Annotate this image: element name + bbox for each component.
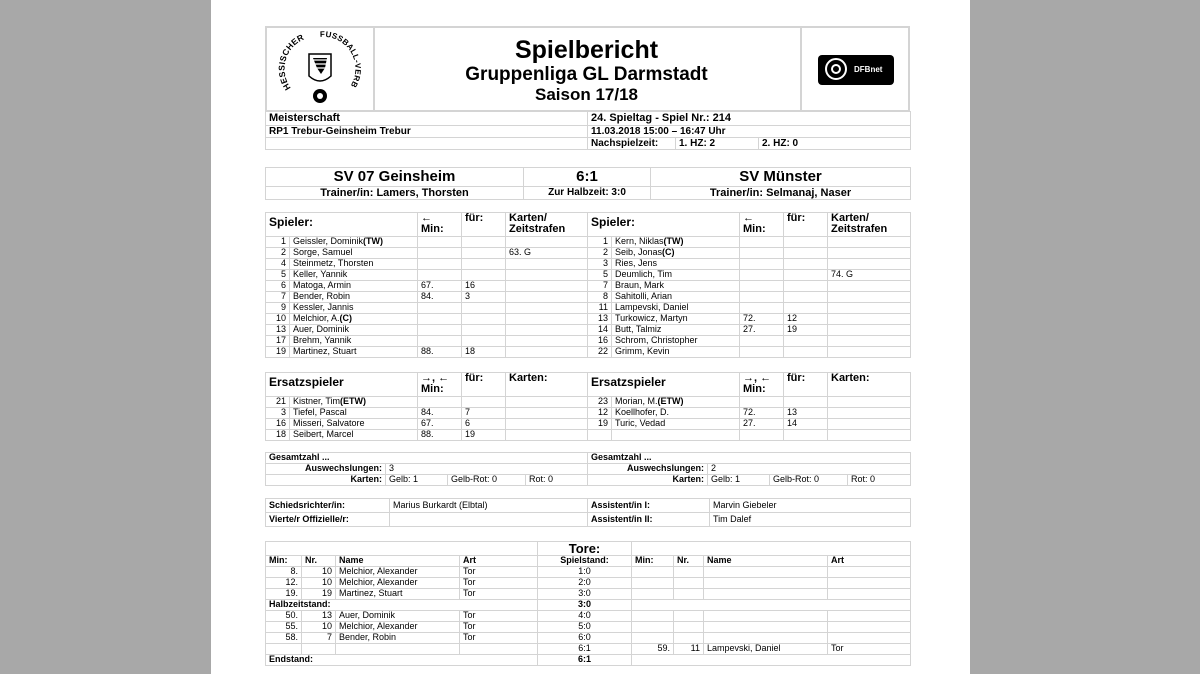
sub-for: [462, 237, 506, 248]
endstand-row-label: Endstand:: [266, 655, 538, 666]
sub-minute: 72.: [740, 314, 784, 325]
away-subs: Ersatzspieler →, ← Min: für: Karten: 23 Morian, M.(ETW) 12 Koellhofer, D. 72. 13 19 Turic, Vedad 27. 14: [587, 372, 910, 441]
away-trainer: Trainer/in: Selmanaj, Naser: [651, 187, 911, 200]
player-number: 10: [266, 314, 290, 325]
away-goal-scorer: Lampevski, Daniel: [704, 644, 828, 655]
player-number: 16: [266, 419, 290, 430]
sub-minute: [740, 336, 784, 347]
sub-minute: [740, 292, 784, 303]
sub-minute: 27.: [740, 419, 784, 430]
player-row: [266, 281, 588, 292]
sub-minute: [740, 430, 784, 441]
goal-minute: 58.: [266, 633, 302, 644]
player-name: Steinmetz, Thorsten: [290, 259, 418, 270]
halftime-score: Zur Halbzeit: 3:0: [524, 187, 651, 200]
goal-number: 10: [302, 622, 336, 633]
cards: [828, 314, 911, 325]
sub-for: [784, 281, 828, 292]
goal-number: 10: [302, 578, 336, 589]
player-row: [266, 419, 588, 430]
player-number: 23: [588, 397, 612, 408]
away-goal-type: [828, 578, 911, 589]
goal-score: 4:0: [538, 611, 632, 622]
player-row: [266, 397, 588, 408]
subs-header: Ersatzspieler: [588, 373, 740, 397]
sub-minute: [740, 397, 784, 408]
away-goal-minute: [632, 622, 674, 633]
endstand-row: [266, 655, 911, 666]
away-substitutions-count: 2: [708, 464, 911, 475]
sub-minute: [740, 237, 784, 248]
report-title: Spielbericht: [514, 36, 659, 64]
sub-for: [462, 259, 506, 270]
player-name: Turic, Vedad: [612, 419, 740, 430]
player-number: 19: [266, 347, 290, 358]
player-number: 3: [266, 408, 290, 419]
sub-for: 16: [462, 281, 506, 292]
player-name: Seib, Jonas(C): [612, 248, 740, 259]
sub-for: [784, 303, 828, 314]
home-substitutions-count: 3: [386, 464, 588, 475]
player-number: 21: [266, 397, 290, 408]
matchday: 24. Spieltag - Spiel Nr.: 214: [588, 112, 911, 126]
sub-minute: [740, 303, 784, 314]
sub-for: [784, 336, 828, 347]
cards: [506, 397, 588, 408]
player-number: 8: [588, 292, 612, 303]
player-row: [588, 347, 911, 358]
dfbnet-logo: DFBnet: [800, 28, 910, 110]
cards: [506, 237, 588, 248]
player-row: [588, 237, 911, 248]
sub-minute: [418, 336, 462, 347]
sub-for: [784, 248, 828, 259]
away-goal-type: [828, 633, 911, 644]
player-name: Kern, Niklas(TW): [612, 237, 740, 248]
player-name: Sorge, Samuel: [290, 248, 418, 259]
sub-minute: [418, 270, 462, 281]
goals-title: Tore:: [538, 542, 632, 556]
goal-type: Tor: [460, 633, 538, 644]
player-number: 11: [588, 303, 612, 314]
player-row: [266, 303, 588, 314]
player-name: Bender, Robin: [290, 292, 418, 303]
home-subs: Ersatzspieler →, ← Min: für: Karten: 21 Kistner, Tim(ETW) 3 Tiefel, Pascal 84. 7 16 Misseri, Salvatore 67. 6 18 Seibert, Marcel 88. 19: [265, 372, 587, 441]
away-goal-minute: [632, 578, 674, 589]
player-number: 1: [266, 237, 290, 248]
goal-type: Tor: [460, 589, 538, 600]
sub-minute: 84.: [418, 292, 462, 303]
players-header: Spieler:: [588, 213, 740, 237]
player-number: 19: [588, 419, 612, 430]
sub-for: [784, 397, 828, 408]
subs-header: Ersatzspieler: [266, 373, 418, 397]
player-number: 14: [588, 325, 612, 336]
player-number: 22: [588, 347, 612, 358]
sub-minute: 67.: [418, 419, 462, 430]
goal-minute: 50.: [266, 611, 302, 622]
cards: [506, 292, 588, 303]
sub-minute: [418, 259, 462, 270]
player-name: Martinez, Stuart: [290, 347, 418, 358]
player-name: Kistner, Tim(ETW): [290, 397, 418, 408]
lion-icon: [309, 54, 331, 81]
sub-minute: [740, 281, 784, 292]
cards: [506, 270, 588, 281]
goal-number: 7: [302, 633, 336, 644]
sub-minute: 27.: [740, 325, 784, 336]
sub-for: 19: [784, 325, 828, 336]
sub-for: [784, 259, 828, 270]
sub-minute: [740, 259, 784, 270]
cards: [828, 292, 911, 303]
sub-minute: 88.: [418, 347, 462, 358]
player-name: Braun, Mark: [612, 281, 740, 292]
goal-row: [266, 644, 911, 655]
player-name: Seibert, Marcel: [290, 430, 418, 441]
player-name: Geissler, Dominik(TW): [290, 237, 418, 248]
sub-minute: 67.: [418, 281, 462, 292]
player-number: 7: [588, 281, 612, 292]
cards: [828, 397, 911, 408]
player-number: 5: [588, 270, 612, 281]
player-row: [266, 248, 588, 259]
player-row: [266, 270, 588, 281]
cards: 63. G: [506, 248, 588, 259]
goal-type: Tor: [460, 622, 538, 633]
sub-for: 12: [784, 314, 828, 325]
goal-row: [266, 622, 911, 633]
player-row: [588, 281, 911, 292]
goal-scorer: Melchior, Alexander: [336, 578, 460, 589]
endstand-row-score: 6:1: [538, 655, 632, 666]
goal-type: [460, 644, 538, 655]
sub-minute: [418, 248, 462, 259]
assistant-1: Marvin Giebeler: [710, 499, 911, 513]
away-team-name: SV Münster: [651, 168, 911, 187]
away-goal-scorer: [704, 611, 828, 622]
player-number: [588, 430, 612, 441]
sub-for: [784, 430, 828, 441]
player-number: 5: [266, 270, 290, 281]
goals-section: Tore: Min: Nr. Name Art Spielstand: Min: Nr. Name Art 8. 10 Melchior, Alexander Tor 1:0 12. 10 Melchior, Alexander Tor 2:0 19. 19 Martinez, Stuart Tor 3:0 Halbzeitstand: 3:0 50. 13 Auer, Dominik Tor 4:0 55. 10 Melchior, Alexander Tor 5:0 58. 7 Bender, Robin Tor 6:0 6:1 59. 11 Lampevski, Daniel Tor Endstand: 6:1: [265, 541, 910, 666]
goal-row: [266, 589, 911, 600]
player-number: 13: [266, 325, 290, 336]
hfv-logo: [267, 28, 375, 110]
away-goal-minute: [632, 611, 674, 622]
player-row: [588, 303, 911, 314]
goal-score: 6:0: [538, 633, 632, 644]
player-row: [588, 397, 911, 408]
cards: [828, 237, 911, 248]
players-header: Spieler:: [266, 213, 418, 237]
player-number: 12: [588, 408, 612, 419]
goal-type: Tor: [460, 567, 538, 578]
player-number: 2: [266, 248, 290, 259]
player-name: Turkowicz, Martyn: [612, 314, 740, 325]
sub-minute: 84.: [418, 408, 462, 419]
goal-score: 5:0: [538, 622, 632, 633]
sub-minute: [740, 270, 784, 281]
player-number: 18: [266, 430, 290, 441]
nachspielzeit-hz2: 2. HZ: 0: [759, 138, 911, 150]
player-row: [588, 314, 911, 325]
player-name: Melchior, A.(C): [290, 314, 418, 325]
sub-minute: [418, 237, 462, 248]
cards: [828, 419, 911, 430]
away-goal-scorer: [704, 622, 828, 633]
home-team-name: SV 07 Geinsheim: [266, 168, 524, 187]
cards: [828, 325, 911, 336]
goal-minute: 55.: [266, 622, 302, 633]
player-name: Koellhofer, D.: [612, 408, 740, 419]
cards: [828, 248, 911, 259]
player-row: [266, 259, 588, 270]
player-name: Misseri, Salvatore: [290, 419, 418, 430]
sub-for: 7: [462, 408, 506, 419]
player-row: [588, 430, 911, 441]
player-row: [266, 314, 588, 325]
goal-number: 13: [302, 611, 336, 622]
match-datetime: 11.03.2018 15:00 – 16:47 Uhr: [588, 126, 911, 138]
cards: 74. G: [828, 270, 911, 281]
cards: [506, 325, 588, 336]
match-info: [265, 111, 911, 150]
cards: [828, 303, 911, 314]
player-row: [588, 270, 911, 281]
player-number: 17: [266, 336, 290, 347]
away-lineup: Spieler: ← Min: für: Karten/ Zeitstrafen 1 Kern, Niklas(TW) 2 Seib, Jonas(C) 3 Ries, Jens 5 Deumlich, Tim 74. G 7 Braun, Mark 8 Sahitolli, Arian 11 Lampevski, Daniel 13 Turkowicz, Martyn 72. 12 14 Butt, Talmiz 27. 19 16 Schrom, Christopher 22 Grimm, Kevin: [587, 212, 910, 358]
away-goal-number: [674, 589, 704, 600]
nachspielzeit-label: Nachspielzeit:: [588, 138, 676, 150]
player-name: [612, 430, 740, 441]
player-number: 9: [266, 303, 290, 314]
away-goal-scorer: [704, 633, 828, 644]
svg-text:FUSSBALL-VERBAND: FUSSBALL-VERB: [319, 29, 363, 90]
goal-scorer: Auer, Dominik: [336, 611, 460, 622]
sub-minute: [418, 325, 462, 336]
player-number: 2: [588, 248, 612, 259]
cards: [506, 259, 588, 270]
sub-for: [462, 314, 506, 325]
away-goal-number: [674, 578, 704, 589]
cards: [506, 336, 588, 347]
goal-minute: 19.: [266, 589, 302, 600]
cards: [506, 430, 588, 441]
away-goal-minute: [632, 589, 674, 600]
sub-for: 6: [462, 419, 506, 430]
player-row: [266, 237, 588, 248]
sub-minute: [418, 397, 462, 408]
player-name: Schrom, Christopher: [612, 336, 740, 347]
cards: [506, 408, 588, 419]
svg-text:HESSISCHER: HESSISCHER: [276, 31, 306, 93]
goal-scorer: Martinez, Stuart: [336, 589, 460, 600]
goal-type: Tor: [460, 578, 538, 589]
cards: [828, 336, 911, 347]
away-goal-type: [828, 589, 911, 600]
assistant-2: Tim Dalef: [710, 513, 911, 527]
goal-scorer: [336, 644, 460, 655]
player-name: Tiefel, Pascal: [290, 408, 418, 419]
player-name: Auer, Dominik: [290, 325, 418, 336]
player-name: Keller, Yannik: [290, 270, 418, 281]
player-name: Butt, Talmiz: [612, 325, 740, 336]
player-name: Sahitolli, Arian: [612, 292, 740, 303]
away-goal-number: 11: [674, 644, 704, 655]
away-goal-type: Tor: [828, 644, 911, 655]
away-goal-type: [828, 567, 911, 578]
sub-for: 19: [462, 430, 506, 441]
player-number: 13: [588, 314, 612, 325]
goal-row: [266, 578, 911, 589]
away-goal-scorer: [704, 589, 828, 600]
goal-minute: [266, 644, 302, 655]
sub-for: 3: [462, 292, 506, 303]
player-row: [588, 336, 911, 347]
goal-scorer: Melchior, Alexander: [336, 567, 460, 578]
player-name: Ries, Jens: [612, 259, 740, 270]
home-totals: Gesamtzahl ... Auswechslungen: 3 Karten: Gelb: 1 Gelb-Rot: 0 Rot: 0: [265, 452, 588, 486]
player-row: [588, 292, 911, 303]
season: Saison 17/18: [534, 85, 638, 104]
player-row: [266, 408, 588, 419]
player-name: Morian, M.(ETW): [612, 397, 740, 408]
sub-minute: [418, 314, 462, 325]
away-goal-number: [674, 611, 704, 622]
goal-number: 10: [302, 567, 336, 578]
away-goal-type: [828, 622, 911, 633]
sub-minute: [740, 347, 784, 358]
goal-score: 2:0: [538, 578, 632, 589]
sub-for: [462, 336, 506, 347]
away-goal-minute: [632, 567, 674, 578]
sub-minute: [418, 303, 462, 314]
player-number: 6: [266, 281, 290, 292]
goal-row: [266, 611, 911, 622]
player-row: [266, 347, 588, 358]
away-goal-minute: [632, 633, 674, 644]
goal-minute: 12.: [266, 578, 302, 589]
goal-minute: 8.: [266, 567, 302, 578]
sub-for: [784, 237, 828, 248]
player-row: [588, 259, 911, 270]
cards: [828, 281, 911, 292]
away-goal-number: [674, 633, 704, 644]
player-number: 3: [588, 259, 612, 270]
halftime-row: [266, 600, 911, 611]
player-row: [588, 325, 911, 336]
sub-for: [462, 270, 506, 281]
player-row: [588, 408, 911, 419]
cards: [506, 419, 588, 430]
player-name: Kessler, Jannis: [290, 303, 418, 314]
player-name: Matoga, Armin: [290, 281, 418, 292]
player-name: Lampevski, Daniel: [612, 303, 740, 314]
player-number: 4: [266, 259, 290, 270]
player-number: 7: [266, 292, 290, 303]
player-row: [588, 248, 911, 259]
goal-score: 6:1: [538, 644, 632, 655]
player-row: [266, 430, 588, 441]
match-report-page: [211, 0, 970, 674]
away-goal-type: [828, 611, 911, 622]
cards: [506, 303, 588, 314]
away-goal-minute: 59.: [632, 644, 674, 655]
sub-for: [784, 292, 828, 303]
league-name: Gruppenliga GL Darmstadt: [465, 64, 708, 85]
away-goal-scorer: [704, 567, 828, 578]
venue: RP1 Trebur-Geinsheim Trebur: [266, 126, 588, 138]
cards: [828, 347, 911, 358]
goal-type: Tor: [460, 611, 538, 622]
sub-for: [784, 270, 828, 281]
cards: [828, 430, 911, 441]
player-number: 1: [588, 237, 612, 248]
nachspielzeit-hz1: 1. HZ: 2: [676, 138, 759, 150]
sub-for: [462, 248, 506, 259]
away-goal-number: [674, 622, 704, 633]
goal-scorer: Bender, Robin: [336, 633, 460, 644]
away-totals: Gesamtzahl ... Auswechslungen: 2 Karten: Gelb: 1 Gelb-Rot: 0 Rot: 0: [587, 452, 911, 486]
cards: [506, 281, 588, 292]
sub-minute: [740, 248, 784, 259]
referee-name: Marius Burkardt (Elbtal): [390, 499, 588, 513]
player-name: Brehm, Yannik: [290, 336, 418, 347]
sub-minute: 72.: [740, 408, 784, 419]
sub-for: 18: [462, 347, 506, 358]
cards: [506, 314, 588, 325]
goal-scorer: Melchior, Alexander: [336, 622, 460, 633]
cards: [506, 347, 588, 358]
sub-for: [462, 325, 506, 336]
goal-score: 3:0: [538, 589, 632, 600]
player-number: 16: [588, 336, 612, 347]
report-header: [265, 26, 910, 112]
cards: [828, 259, 911, 270]
halftime-row-label: Halbzeitstand:: [266, 600, 538, 611]
player-row: [588, 419, 911, 430]
player-name: Deumlich, Tim: [612, 270, 740, 281]
home-lineup: Spieler: ← Min: für: Karten/ Zeitstrafen 1 Geissler, Dominik(TW) 2 Sorge, Samuel 63. G 4 Steinmetz, Thorsten 5 Keller, Yannik 6 Matoga, Armin 67. 16 7 Bender, Robin 84. 3 9 Kessler, Jannis 10 Melchior, A.(C) 13 Auer, Dominik 17 Brehm, Yannik 19 Martinez, Stuart 88. 18: [265, 212, 587, 358]
player-row: [266, 325, 588, 336]
player-row: [266, 292, 588, 303]
sub-for: [462, 303, 506, 314]
away-goal-scorer: [704, 578, 828, 589]
goal-row: [266, 633, 911, 644]
sub-for: [784, 347, 828, 358]
goal-number: 19: [302, 589, 336, 600]
goal-number: [302, 644, 336, 655]
away-goal-number: [674, 567, 704, 578]
sub-minute: 88.: [418, 430, 462, 441]
player-name: Grimm, Kevin: [612, 347, 740, 358]
goal-row: [266, 567, 911, 578]
sub-for: [462, 397, 506, 408]
cards: [828, 408, 911, 419]
officials: Schiedsrichter/in: Marius Burkardt (Elbtal) Assistent/in I: Marvin Giebeler Vierte/r Offizielle/r: Assistent/in II: Tim Dalef: [265, 498, 911, 527]
halftime-row-score: 3:0: [538, 600, 632, 611]
player-row: [266, 336, 588, 347]
goal-score: 1:0: [538, 567, 632, 578]
sub-for: 13: [784, 408, 828, 419]
sub-for: 14: [784, 419, 828, 430]
competition-type: Meisterschaft: [266, 112, 588, 126]
teams-row: [265, 167, 911, 200]
home-trainer: Trainer/in: Lamers, Thorsten: [266, 187, 524, 200]
final-score: 6:1: [524, 168, 651, 187]
